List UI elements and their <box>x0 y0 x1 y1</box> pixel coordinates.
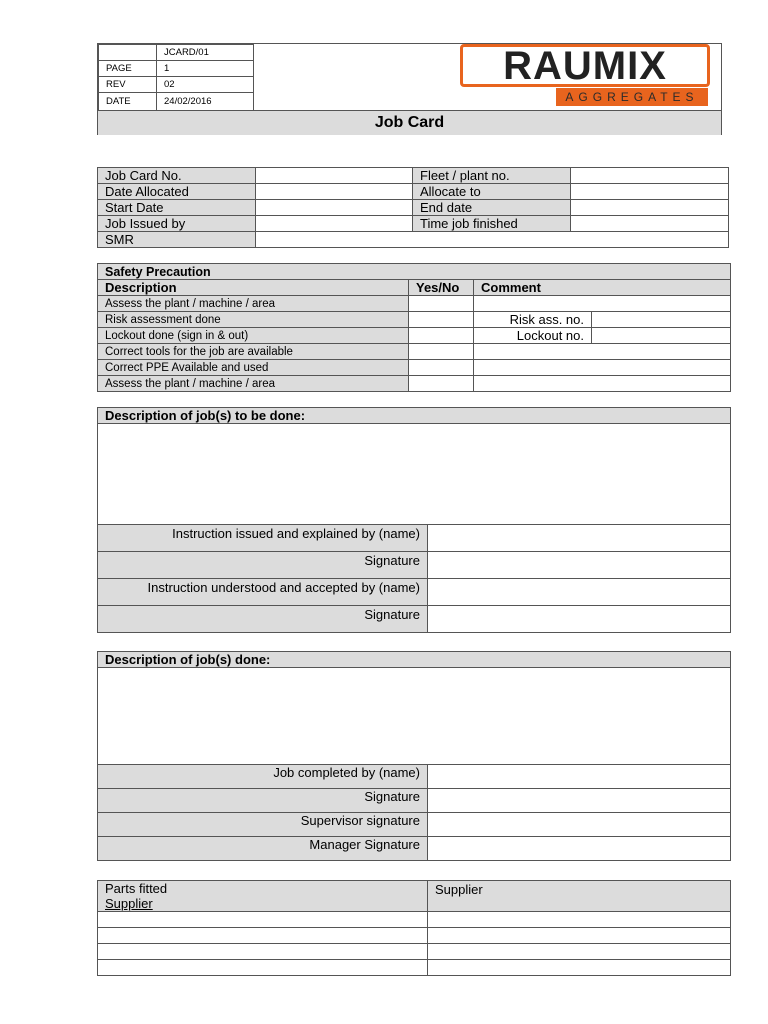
time-job-finished-label: Time job finished <box>413 216 571 232</box>
safety-precaution-table <box>97 263 731 392</box>
instruction-issued-field[interactable] <box>428 525 731 552</box>
risk-ass-no-label: Risk ass. no. <box>474 312 592 328</box>
job-done-table <box>97 651 731 861</box>
yes-no-field[interactable] <box>409 312 474 328</box>
part-field[interactable] <box>98 944 428 960</box>
part-field[interactable] <box>98 960 428 976</box>
supplier-header: Supplier <box>428 881 731 912</box>
signature-field[interactable] <box>428 606 731 633</box>
end-date-field[interactable] <box>571 200 729 216</box>
job-completed-by-field[interactable] <box>428 765 731 789</box>
rev-value: 02 <box>157 77 254 93</box>
date-allocated-label: Date Allocated <box>98 184 256 200</box>
instruction-understood-field[interactable] <box>428 579 731 606</box>
lockout-no-field[interactable] <box>592 328 731 344</box>
job-card-no-label: Job Card No. <box>98 168 256 184</box>
comment-field[interactable] <box>474 360 731 376</box>
yes-no-field[interactable] <box>409 296 474 312</box>
safety-title: Safety Precaution <box>98 264 731 280</box>
col-description: Description <box>98 280 409 296</box>
document-header <box>97 43 722 135</box>
safety-row-label: Assess the plant / machine / area <box>98 376 409 392</box>
start-date-field[interactable] <box>256 200 413 216</box>
job-issued-by-label: Job Issued by <box>98 216 256 232</box>
fleet-plant-no-field[interactable] <box>571 168 729 184</box>
part-field[interactable] <box>98 928 428 944</box>
part-field[interactable] <box>98 912 428 928</box>
page-label: PAGE <box>99 61 157 77</box>
start-date-label: Start Date <box>98 200 256 216</box>
safety-row-label: Correct PPE Available and used <box>98 360 409 376</box>
signature-field[interactable] <box>428 789 731 813</box>
manager-signature-label: Manager Signature <box>98 837 428 861</box>
done-description-area[interactable] <box>98 668 731 765</box>
supplier-field[interactable] <box>428 960 731 976</box>
smr-field[interactable] <box>256 232 729 248</box>
smr-label: SMR <box>98 232 256 248</box>
doc-code: JCARD/01 <box>157 45 254 61</box>
parts-table <box>97 880 731 976</box>
manager-signature-field[interactable] <box>428 837 731 861</box>
risk-ass-no-field[interactable] <box>592 312 731 328</box>
job-card-no-field[interactable] <box>256 168 413 184</box>
doc-code-label <box>99 45 157 61</box>
instruction-understood-label: Instruction understood and accepted by (name) <box>98 579 428 606</box>
yes-no-field[interactable] <box>409 328 474 344</box>
parts-fitted-header <box>98 881 428 912</box>
logo-sub: AGGREGATES <box>556 88 708 106</box>
raumix-logo <box>460 44 712 106</box>
date-label: DATE <box>99 93 157 111</box>
date-allocated-field[interactable] <box>256 184 413 200</box>
supervisor-signature-field[interactable] <box>428 813 731 837</box>
safety-row-label: Risk assessment done <box>98 312 409 328</box>
safety-row-label: Assess the plant / machine / area <box>98 296 409 312</box>
comment-field[interactable] <box>474 376 731 392</box>
comment-field[interactable] <box>474 296 731 312</box>
signature-field[interactable] <box>428 552 731 579</box>
col-comment: Comment <box>474 280 731 296</box>
signature-label: Signature <box>98 552 428 579</box>
signature-label: Signature <box>98 789 428 813</box>
time-job-finished-field[interactable] <box>571 216 729 232</box>
yes-no-field[interactable] <box>409 376 474 392</box>
yes-no-field[interactable] <box>409 344 474 360</box>
job-issued-by-field[interactable] <box>256 216 413 232</box>
yes-no-field[interactable] <box>409 360 474 376</box>
parts-supplier-underlined: Supplier <box>105 896 153 911</box>
job-info-table <box>97 167 729 248</box>
page-title: Job Card <box>98 110 721 135</box>
todo-title: Description of job(s) to be done: <box>98 408 731 424</box>
allocate-to-field[interactable] <box>571 184 729 200</box>
fleet-plant-no-label: Fleet / plant no. <box>413 168 571 184</box>
supplier-field[interactable] <box>428 944 731 960</box>
parts-fitted-label: Parts fitted <box>105 881 168 896</box>
signature-label: Signature <box>98 606 428 633</box>
comment-field[interactable] <box>474 344 731 360</box>
supervisor-signature-label: Supervisor signature <box>98 813 428 837</box>
end-date-label: End date <box>413 200 571 216</box>
logo-main: RAUMIX <box>460 44 710 87</box>
job-to-be-done-table <box>97 407 731 633</box>
page-value: 1 <box>157 61 254 77</box>
safety-row-label: Correct tools for the job are available <box>98 344 409 360</box>
safety-row-label: Lockout done (sign in & out) <box>98 328 409 344</box>
instruction-issued-label: Instruction issued and explained by (name) <box>98 525 428 552</box>
lockout-no-label: Lockout no. <box>474 328 592 344</box>
rev-label: REV <box>99 77 157 93</box>
col-yes-no: Yes/No <box>409 280 474 296</box>
date-value: 24/02/2016 <box>157 93 254 111</box>
todo-description-area[interactable] <box>98 424 731 525</box>
job-completed-by-label: Job completed by (name) <box>98 765 428 789</box>
allocate-to-label: Allocate to <box>413 184 571 200</box>
supplier-field[interactable] <box>428 928 731 944</box>
supplier-field[interactable] <box>428 912 731 928</box>
done-title: Description of job(s) done: <box>98 652 731 668</box>
doc-control-table <box>98 44 254 111</box>
